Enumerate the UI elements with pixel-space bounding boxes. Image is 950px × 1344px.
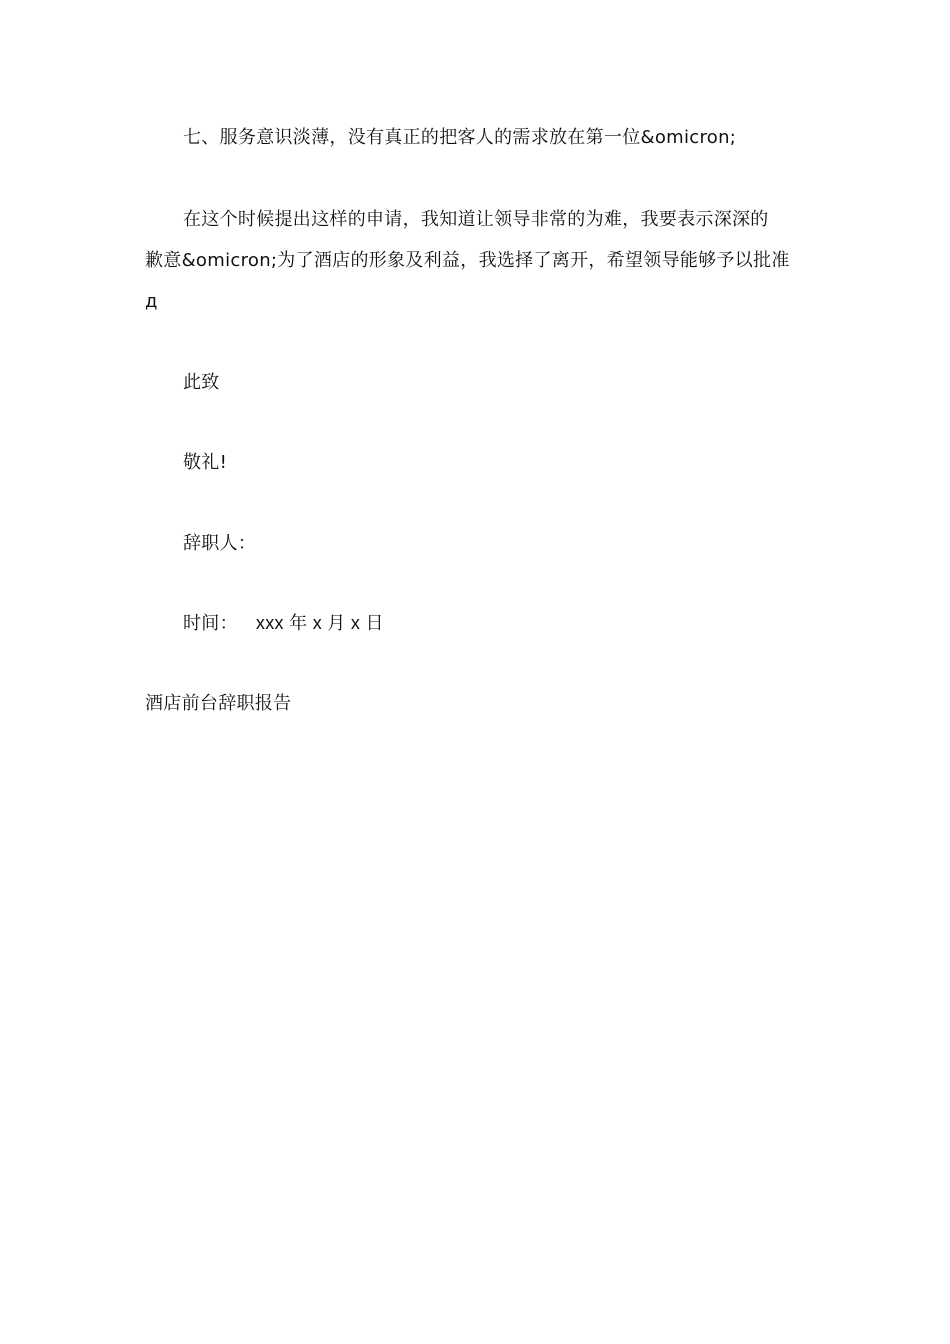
next-section-title: 酒店前台辞职报告 — [145, 693, 292, 714]
resigner-label: 辞职人： — [183, 533, 257, 554]
time-value: xxx 年 x 月 x 日 — [255, 613, 384, 633]
closing-paragraph-line-3: д — [145, 291, 158, 312]
paragraph-item-7: 七、服务意识淡薄，没有真正的把客人的需求放在第一位&omicron; — [183, 127, 737, 148]
time-label: 时间： — [183, 613, 238, 634]
time-line — [183, 611, 384, 636]
salutation-line-1: 此致 — [183, 372, 220, 393]
closing-paragraph-line-1: 在这个时候提出这样的申请，我知道让领导非常的为难，我要表示深深的 — [183, 209, 769, 230]
closing-paragraph-line-2: 歉意&omicron;为了酒店的形象及利益，我选择了离开，希望领导能够予以批准 — [145, 250, 790, 271]
salutation-line-2: 敬礼! — [183, 452, 228, 473]
